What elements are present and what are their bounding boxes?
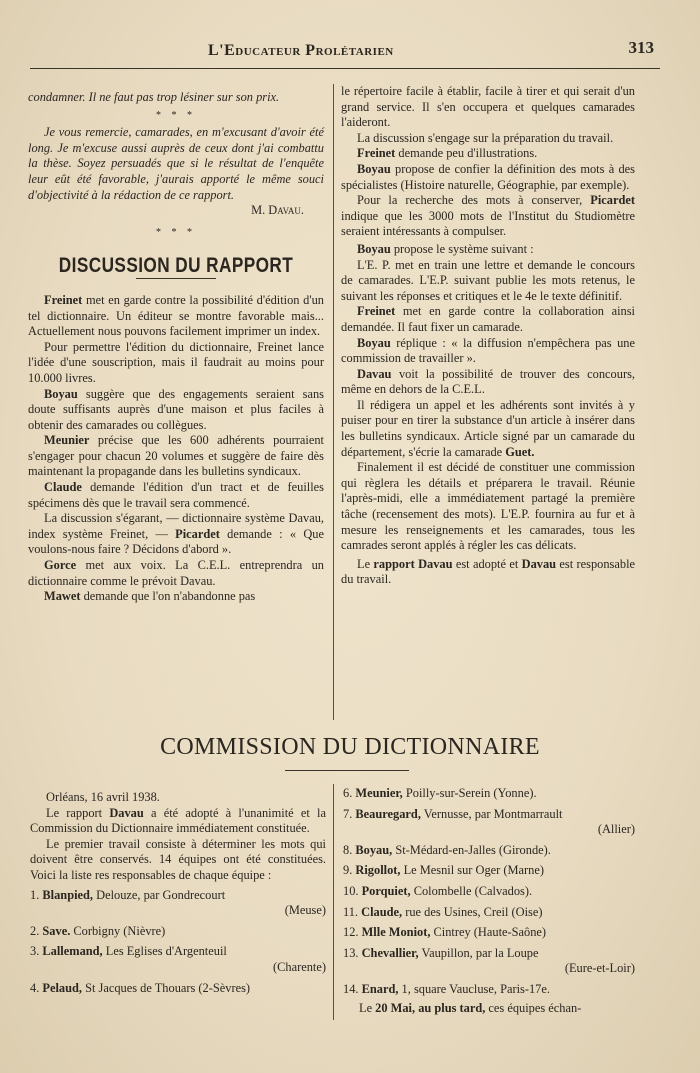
paragraph-text: ces équipes échan-: [485, 1000, 582, 1015]
running-header: [30, 36, 660, 69]
team-leader-address: Cintrey (Haute-Saône): [430, 925, 547, 940]
speaker-name: Davau: [521, 556, 557, 571]
paragraph: Pour permettre l'édition du dictionnaire, Freinet lance l'idée d'une souscription, mais il faudrait au moins pour 10.000 livres.: [28, 339, 324, 385]
speaker-name: Freinet: [357, 304, 396, 319]
team-list-item: [343, 863, 635, 879]
paragraph: La discussion s'engage sur la préparation du travail.: [357, 130, 614, 145]
team-leader-name: Lallemand,: [42, 944, 103, 959]
paragraph: [341, 193, 635, 240]
team-leader-address: Colombelle (Calvados).: [410, 883, 533, 898]
team-leader-name: Mlle Moniot,: [361, 925, 431, 940]
paragraph: [28, 511, 324, 558]
team-number: 1.: [30, 887, 40, 902]
team-number: 11.: [343, 904, 359, 919]
team-leader-address: 1, square Vaucluse, Paris-17e.: [398, 981, 550, 996]
team-leader-address: rue des Usines, Creil (Oise): [402, 904, 543, 919]
paragraph: [28, 589, 324, 605]
team-leader-address: Poilly-sur-Serein (Yonne).: [402, 786, 537, 800]
team-number: 14.: [343, 981, 359, 996]
team-number: 6.: [343, 786, 353, 800]
speaker-name: Picardet: [590, 193, 635, 208]
asterism: * * *: [156, 226, 196, 238]
speaker-name: Boyau: [357, 335, 391, 350]
paragraph: [341, 304, 635, 335]
paragraph: le répertoire facile à établir, facile à tirer et qui serait d'un grand service. Il s'en occupera et quelques camarades l'aideront.: [341, 84, 635, 130]
team-leader-address: St Jacques de Thouars (2-Sèvres): [82, 980, 251, 995]
paragraph: [30, 806, 326, 837]
paragraph: Je vous remercie, camarades, en m'excusant d'avoir été long. Je m'excuse aussi auprès de ceux dont j'ai combattu la thèse. Soyez persuadés que si le résultat de l'enquête leur eût été favorable, j'aurais apporté le même souci d'objectivité à la rédaction de ce rapport.: [28, 125, 324, 202]
paragraph-text: demande peu d'illustrations.: [395, 146, 538, 161]
paragraph-text: réplique : « la diffusion n'empêchera pas une commission de travailler ».: [341, 335, 635, 366]
team-list: [343, 786, 635, 998]
team-leader-department: (Meuse): [284, 903, 326, 918]
team-list-item: [30, 924, 326, 940]
team-leader-name: Meunier,: [355, 786, 403, 800]
paragraph-text: voit la possibilité de trouver des concours, même en dehors de la C.E.L.: [341, 366, 635, 397]
paragraph: [341, 398, 635, 460]
team-list-item: [343, 807, 635, 838]
paragraph: [341, 242, 635, 258]
paragraph: Le premier travail consiste à déterminer les mots qui doivent être conservés. 14 équipes ont été constituées. Voici la liste res responsables de chaque équipe :: [30, 836, 326, 882]
speaker-name: Boyau: [357, 161, 391, 176]
team-number: 9.: [343, 863, 353, 878]
paragraph-text: Le: [359, 1000, 376, 1015]
paragraph-text: précise que les 600 adhérents pourraient s'engager pour chacun 20 volumes et suggère de faire dès maintenant la propagande dans les bulletins syndicaux.: [28, 433, 324, 479]
team-leader-department: (Charente): [273, 959, 326, 974]
team-leader-name: Rigollot,: [355, 863, 401, 878]
team-list-item: [30, 888, 326, 919]
paragraph: [28, 387, 324, 434]
paragraph: [28, 433, 324, 480]
paragraph-text: indique que les 3000 mots de l'Institut du Studiomètre seraient intéressants à compulser.: [341, 208, 635, 239]
paragraph: condamner. Il ne faut pas trop lésiner sur son prix.: [28, 90, 280, 104]
paragraph-text: a été adopté à l'unanimité et la Commission du Dictionnaire immédiatement constituée.: [30, 805, 326, 836]
paragraph: [341, 557, 635, 588]
paragraph: [28, 480, 324, 511]
team-list-item: [343, 982, 635, 998]
team-list-item: [343, 884, 635, 900]
team-number: 10.: [343, 883, 359, 898]
right-column-top: [341, 84, 635, 588]
paragraph-text: est responsable du travail.: [341, 556, 636, 587]
speaker-name: Boyau: [44, 386, 78, 401]
team-leader-name: Chevallier,: [361, 945, 419, 960]
left-column-bottom: [30, 790, 326, 1001]
commission-title: COMMISSION DU DICTIONNAIRE: [160, 734, 540, 760]
paragraph-text: Il rédigera un appel et les adhérents sont invités à y puiser pour en tirer la substance d'un article à insérer dans les bulletins syndicaux. Article signé par un camarade du département, s'écrie la camarade: [341, 397, 635, 459]
team-list-item: [343, 925, 635, 941]
team-number: 3.: [30, 944, 40, 959]
deadline: 20 Mai, au plus tard,: [375, 1000, 486, 1015]
paragraph-text: propose le système suivant :: [390, 241, 534, 256]
paragraph: [28, 293, 324, 340]
team-list-item: [343, 946, 635, 977]
team-number: 7.: [343, 806, 353, 821]
paragraph-text: La discussion s'égarant, — dictionnaire système Davau, index système Freinet, —: [28, 511, 324, 541]
speaker-name: rapport Davau: [373, 556, 453, 571]
dateline: Orléans, 16 avril 1938.: [46, 790, 160, 804]
team-list: [30, 888, 326, 997]
left-column-top: [28, 90, 324, 605]
paragraph: [343, 1001, 635, 1017]
paragraph-text: met en garde contre la collaboration ainsi demandée. Il faut fixer un camarade.: [341, 304, 635, 334]
team-leader-address: Corbigny (Nièvre): [70, 923, 166, 938]
page-number: 313: [628, 38, 654, 57]
team-list-item: [30, 981, 326, 997]
team-number: 8.: [343, 842, 353, 857]
team-list-item: [343, 786, 635, 802]
team-leader-department: (Eure-et-Loir): [564, 961, 635, 976]
paragraph: [28, 558, 324, 589]
paragraph-text: met en garde contre la possibilité d'édition d'un tel dictionnaire. Un éditeur se montre favorable mais... Actuellement nous pouvons facilement imprimer un index.: [28, 292, 324, 339]
right-column-bottom: [343, 786, 635, 1016]
team-leader-address: Le Mesnil sur Oger (Marne): [400, 863, 544, 878]
speaker-name: Gorce: [44, 558, 77, 573]
speaker-name: Davau: [109, 805, 144, 820]
paragraph: L'E. P. met en train une lettre et demande le concours de camarades. L'E.P. suivant publie les mots retenus, le suivant les réponses et critiques et le 4e le texte définitif.: [341, 257, 635, 303]
signature: M. Davau.: [251, 203, 304, 218]
team-leader-name: Porquiet,: [361, 883, 411, 898]
speaker-name: Meunier: [44, 433, 90, 448]
paragraph: [341, 367, 635, 398]
paragraph-text: demande l'édition d'un tract et de feuilles spécimens dès que le travail sera commencé.: [28, 480, 324, 510]
speaker-name: Davau: [357, 366, 392, 381]
team-leader-name: Blanpied,: [42, 887, 94, 902]
paragraph-text: met aux voix. La C.E.L. entreprendra un dictionnaire comme le prévoit Davau.: [28, 558, 324, 588]
column-divider-bottom: [333, 784, 334, 1020]
paragraph-text: Le rapport: [46, 805, 110, 820]
paragraph: [341, 336, 635, 367]
team-list-item: [343, 905, 635, 921]
team-leader-address: Vernusse, par Montmarrault: [420, 806, 563, 821]
asterism: * * *: [156, 109, 196, 121]
speaker-name: Freinet: [44, 292, 83, 307]
column-divider-top: [333, 84, 334, 720]
team-list-item: [30, 944, 326, 975]
title-rule: [136, 278, 216, 279]
paragraph-text: demande : « Que voulons-nous faire ? Décidons d'abord ».: [28, 526, 324, 557]
team-number: 2.: [30, 923, 40, 938]
speaker-name: Boyau: [357, 241, 391, 256]
team-leader-department: (Allier): [597, 822, 635, 837]
paragraph-text: est adopté et: [452, 556, 522, 571]
paragraph-text: Le: [357, 556, 374, 571]
team-leader-address: Delouze, par Gondrecourt: [93, 887, 226, 902]
team-leader-name: Pelaud,: [42, 980, 82, 995]
team-number: 4.: [30, 980, 40, 995]
team-list-item: [343, 843, 635, 859]
team-leader-address: Les Eglises d'Argenteuil: [102, 944, 227, 959]
team-leader-name: Claude,: [361, 904, 403, 919]
paragraph: Finalement il est décidé de constituer une commission qui règlera les détails et préparera le travail. Réunie l'après-midi, elle a immédiatement partagé la première tâche (recensement des mots). L'E.P. fournira au fur et à mesure les renseignements et les camarades, tous les camrades seront applés à régler les cas délicats.: [341, 460, 635, 553]
paragraph: [341, 146, 635, 162]
team-leader-name: Enard,: [361, 981, 399, 996]
speaker-name: Mawet: [44, 589, 81, 604]
paragraph-text: Pour la recherche des mots à conserver,: [357, 193, 591, 208]
team-number: 13.: [343, 945, 359, 960]
paragraph-text: demande que l'on n'abandonne pas: [80, 589, 256, 604]
team-leader-address: St-Médard-en-Jalles (Gironde).: [392, 842, 551, 857]
team-leader-name: Boyau,: [355, 842, 393, 857]
team-number: 12.: [343, 925, 359, 940]
speaker-name: Picardet: [175, 526, 220, 541]
speaker-name: Guet.: [505, 444, 535, 459]
paragraph: [341, 162, 635, 193]
section-title: DISCUSSION DU RAPPORT: [58, 254, 294, 278]
team-leader-address: Vaupillon, par la Loupe: [418, 945, 539, 960]
paragraph-text: propose de confier la définition des mots à des spécialistes (Histoire naturelle, Géographie, par exemple).: [341, 161, 635, 192]
speaker-name: Claude: [44, 480, 82, 495]
speaker-name: Freinet: [357, 146, 396, 161]
journal-title: L'Educateur Prolétarien: [208, 42, 394, 59]
team-leader-name: Save.: [42, 923, 71, 938]
team-leader-name: Beauregard,: [355, 806, 421, 821]
paragraph-text: suggère que des engagements seraient sans doute suffisants auprès d'une maison et plus faciles à obtenir des camarades ou collègues.: [28, 386, 324, 432]
title-rule: [285, 770, 409, 771]
